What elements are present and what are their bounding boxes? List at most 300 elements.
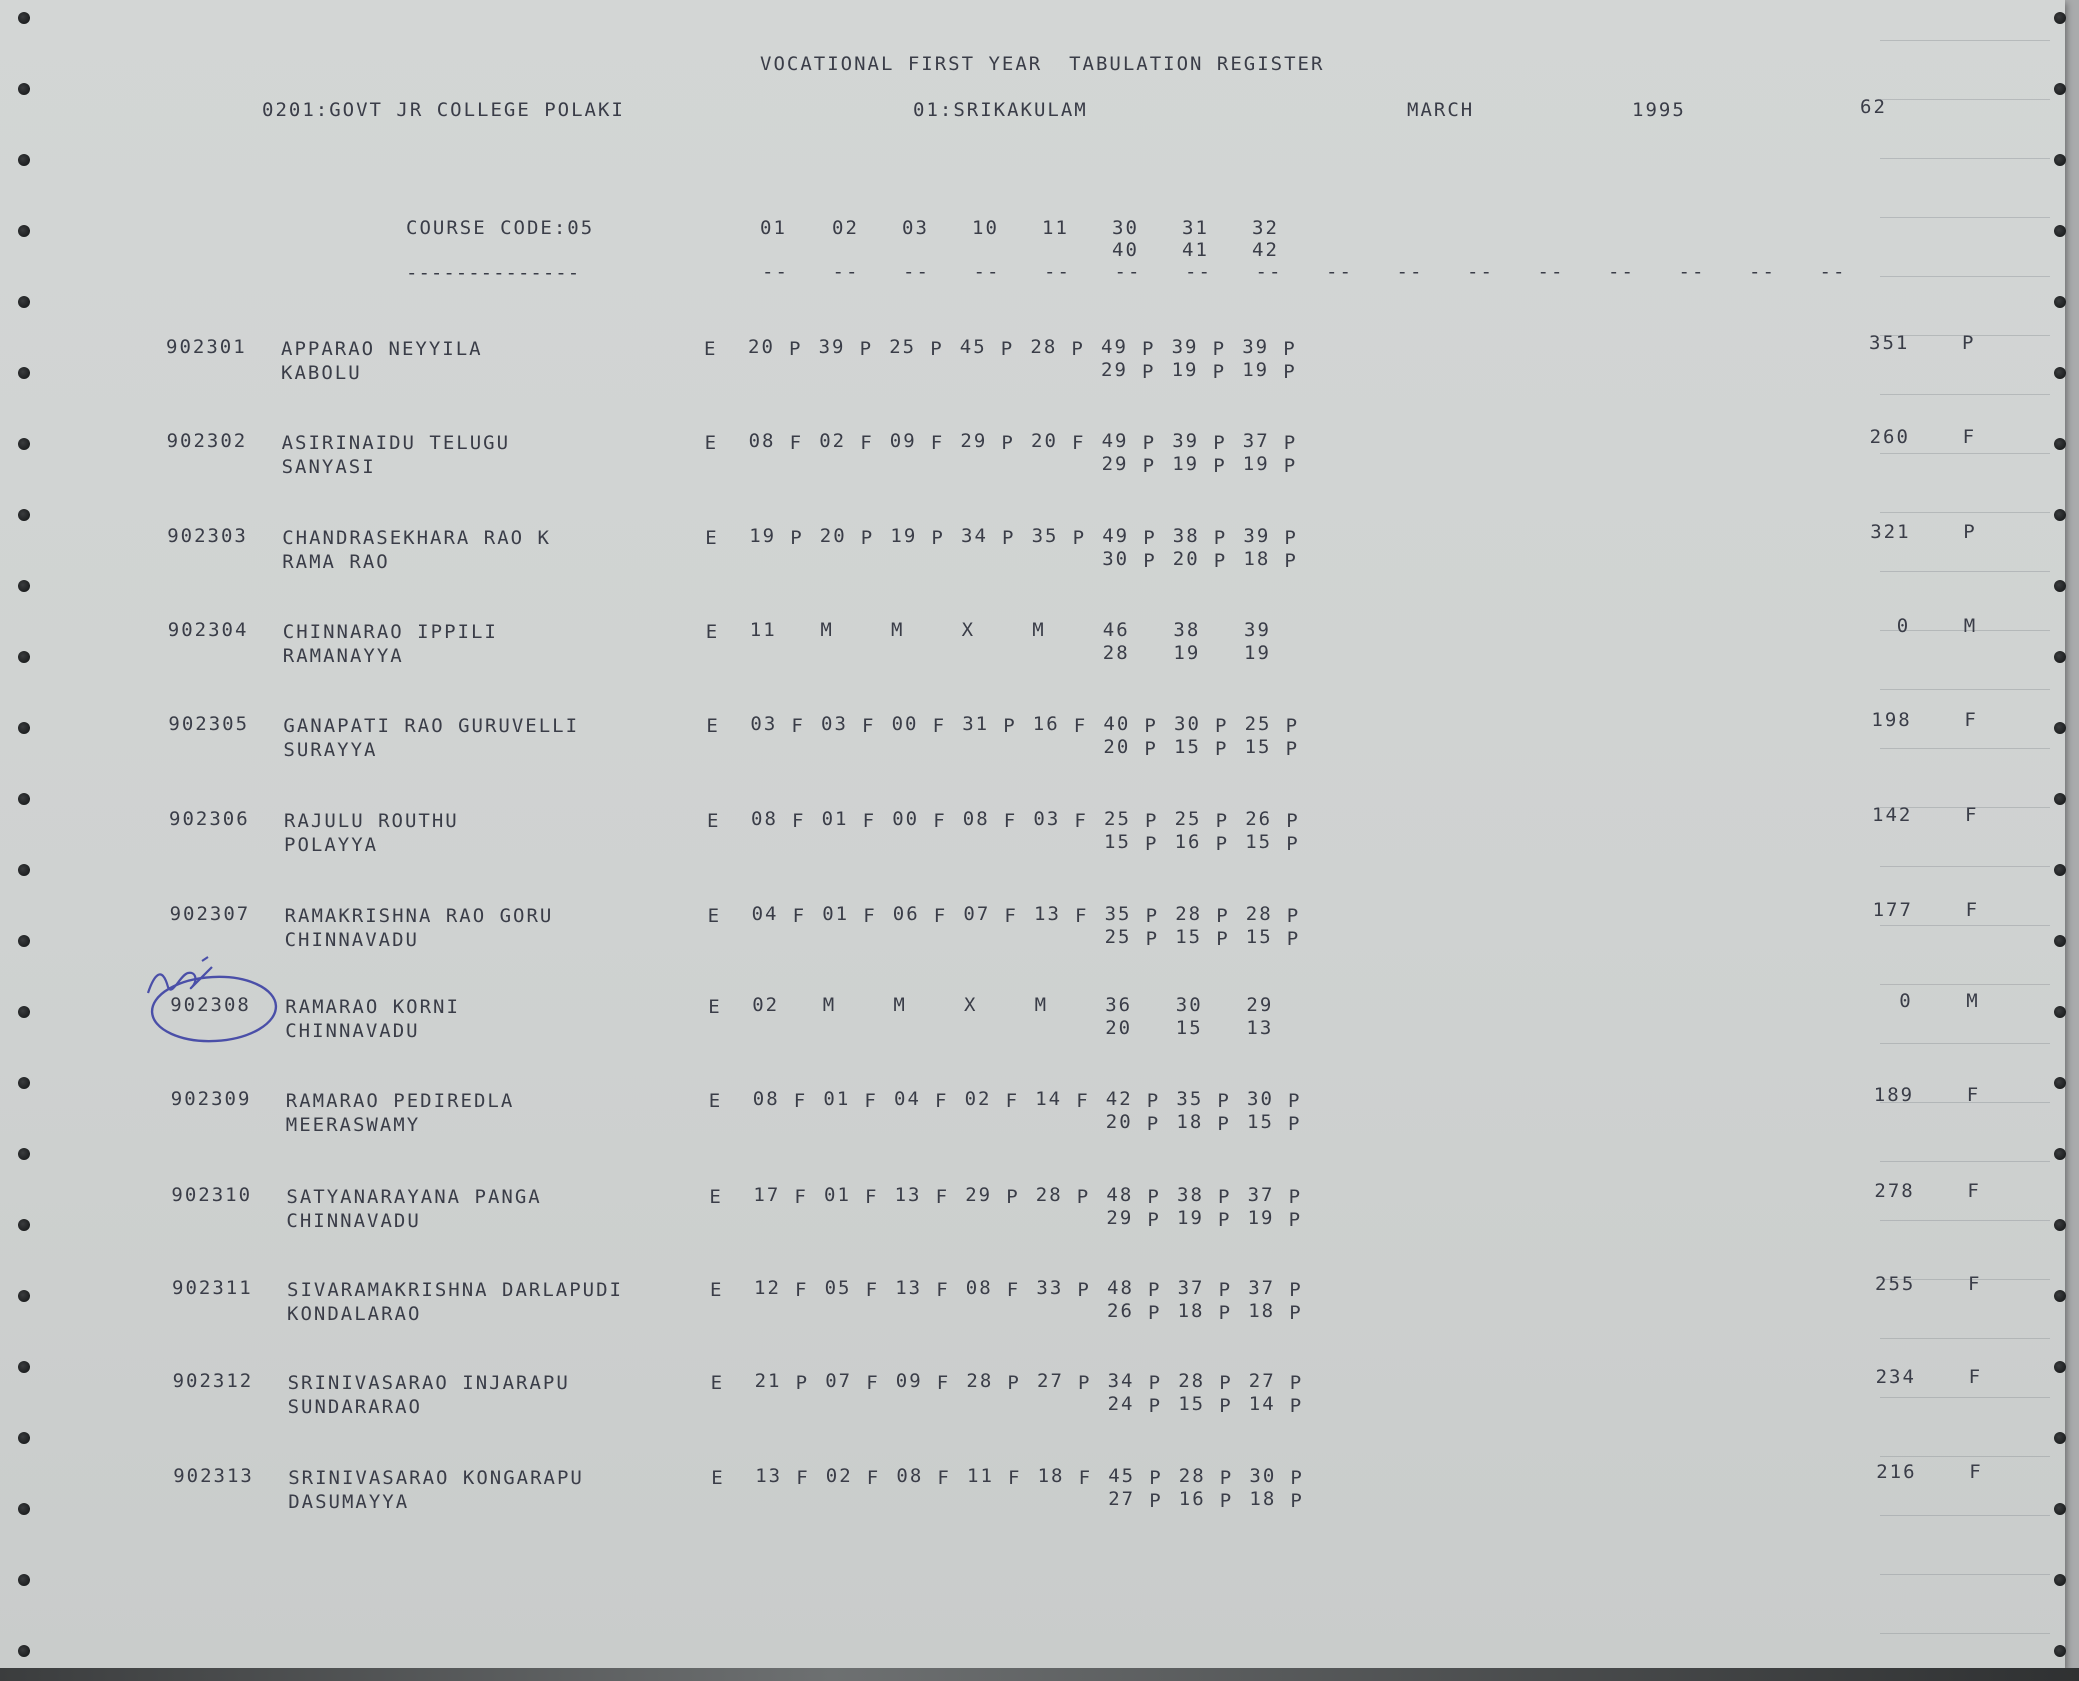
subject-mark: 28 <box>1035 1184 1063 1206</box>
subject-mark-part2: 15 <box>1245 831 1273 853</box>
subject-result: F <box>1005 1090 1020 1112</box>
grand-total: 142 <box>1872 804 1913 826</box>
subject-result-part2: P <box>1283 361 1297 383</box>
medium-code: E <box>704 432 719 454</box>
subject-mark: 48 <box>1106 1184 1134 1206</box>
candidate-name: ASIRINAIDU TELUGU <box>281 432 511 454</box>
subject-mark: 40 <box>1103 713 1131 735</box>
grand-total: 0 <box>1896 615 1911 637</box>
subject-result: P <box>1288 1090 1302 1112</box>
subject-mark: 30 <box>1175 994 1203 1016</box>
subject-result: P <box>1218 1186 1232 1208</box>
subject-mark-part2: 15 <box>1245 926 1273 948</box>
subject-mark-part2: 20 <box>1103 736 1131 758</box>
subject-result: P <box>1212 338 1227 360</box>
margin-rule-line <box>1880 1161 2050 1162</box>
subject-result-part2: P <box>1218 1209 1232 1231</box>
subject-mark: 38 <box>1177 1184 1204 1206</box>
tractor-hole <box>18 1574 30 1586</box>
subject-result: F <box>796 1467 810 1489</box>
subject-result-part2: P <box>1290 1490 1304 1512</box>
record-id: 902302 <box>166 430 248 452</box>
father-name: SURAYYA <box>283 739 378 761</box>
subject-mark: 25 <box>1244 713 1272 735</box>
subject-result: F <box>866 1467 881 1489</box>
record-id: 902308 <box>170 994 251 1016</box>
subject-result: F <box>937 1467 951 1489</box>
subject-mark: 29 <box>960 430 988 452</box>
candidate-name: SRINIVASARAO INJARAPU <box>287 1372 570 1394</box>
subject-mark-part2: 19 <box>1171 359 1199 381</box>
subject-mark-part2: 19 <box>1173 642 1201 664</box>
record-id: 902304 <box>167 619 249 641</box>
subject-mark: 37 <box>1248 1277 1276 1299</box>
subject-mark: 39 <box>1172 430 1200 452</box>
tractor-hole <box>18 83 30 95</box>
subject-mark: M <box>1034 994 1049 1016</box>
subject-result: F <box>1076 1090 1090 1112</box>
subject-result: F <box>1075 905 1089 927</box>
tractor-hole <box>2054 1432 2066 1444</box>
subject-mark: 19 <box>749 525 777 547</box>
subject-result-part2: P <box>1286 833 1300 855</box>
candidate-name: RAJULU ROUTHU <box>284 810 459 832</box>
subject-mark: 25 <box>889 336 917 358</box>
subject-mark: 09 <box>889 430 917 452</box>
subject-mark-part2: 20 <box>1172 548 1200 570</box>
subject-mark-part2: 15 <box>1174 736 1201 758</box>
grand-total: 177 <box>1872 899 1913 921</box>
subject-result-part2: P <box>1213 550 1228 572</box>
subject-mark: 39 <box>818 336 846 358</box>
subject-result: F <box>865 1186 879 1208</box>
father-name: CHINNAVADU <box>284 929 419 951</box>
subject-result-part2: P <box>1215 833 1230 855</box>
subject-mark: 25 <box>1104 808 1131 830</box>
subject-result: P <box>1149 1467 1163 1489</box>
subject-result: F <box>865 1279 880 1301</box>
subject-result: F <box>866 1372 880 1394</box>
subject-result: P <box>1143 527 1157 549</box>
subject-mark: 11 <box>967 1465 994 1487</box>
subject-mark-part2: 20 <box>1105 1017 1133 1039</box>
subject-code: 02 <box>832 217 859 239</box>
subject-result: P <box>1000 338 1015 360</box>
subject-result: F <box>795 1279 809 1301</box>
subject-mark: 13 <box>1034 903 1061 925</box>
subject-mark-part2: 15 <box>1175 926 1203 948</box>
father-name: RAMA RAO <box>282 551 390 573</box>
subject-mark: 20 <box>1031 430 1058 452</box>
column-dash: -- <box>1185 261 1212 283</box>
candidate-name: RAMAKRISHNA RAO GORU <box>284 905 554 927</box>
subject-result: P <box>1219 1467 1234 1489</box>
subject-result: F <box>936 1372 951 1394</box>
margin-rule-line <box>1880 984 2050 985</box>
grand-total: 278 <box>1874 1180 1915 1202</box>
tractor-hole <box>2054 12 2066 24</box>
final-result: P <box>1962 332 1976 354</box>
grand-total: 216 <box>1876 1461 1917 1483</box>
subject-mark-part2: 24 <box>1107 1393 1135 1415</box>
subject-result: F <box>1004 905 1018 927</box>
subject-result: P <box>790 527 804 549</box>
subject-result: F <box>1074 810 1088 832</box>
subject-result: F <box>792 905 807 927</box>
subject-mark-part2: 28 <box>1102 642 1130 664</box>
subject-mark-part2: 15 <box>1175 1017 1203 1039</box>
subject-result: F <box>794 1186 808 1208</box>
subject-mark-part2: 27 <box>1108 1488 1136 1510</box>
subject-result: P <box>1289 1279 1303 1301</box>
subject-mark: 01 <box>824 1184 851 1206</box>
subject-result-part2: P <box>1215 738 1229 760</box>
subject-mark-part2: 18 <box>1177 1300 1205 1322</box>
subject-result: F <box>935 1186 950 1208</box>
tractor-hole <box>18 1148 30 1160</box>
medium-code: E <box>705 621 720 643</box>
record-id: 902306 <box>169 808 250 830</box>
college-name: 0201:GOVT JR COLLEGE POLAKI <box>262 99 625 121</box>
subject-mark: 02 <box>825 1465 853 1487</box>
subject-mark-part2: 18 <box>1248 1300 1276 1322</box>
subject-mark: 48 <box>1107 1277 1134 1299</box>
subject-result-part2: P <box>1145 833 1159 855</box>
subject-mark: 03 <box>1033 808 1061 830</box>
tractor-hole <box>2054 1361 2066 1373</box>
column-dash: -- <box>1114 261 1142 283</box>
subject-result-part2: P <box>1142 455 1157 477</box>
record-id: 902313 <box>173 1465 254 1487</box>
subject-mark-part2: 26 <box>1107 1300 1134 1322</box>
subject-result: P <box>1215 810 1230 832</box>
subject-mark: 28 <box>1030 336 1058 358</box>
subject-result-part2: P <box>1288 1113 1302 1135</box>
subject-mark: 34 <box>1107 1370 1135 1392</box>
exam-year: 1995 <box>1632 99 1686 121</box>
subject-mark: 08 <box>965 1277 993 1299</box>
subject-result: P <box>1286 810 1300 832</box>
subject-mark: 08 <box>962 808 990 830</box>
subject-result: P <box>1147 1186 1161 1208</box>
subject-mark: 26 <box>1245 808 1273 830</box>
subject-mark: 25 <box>1174 808 1202 830</box>
grand-total: 351 <box>1869 332 1910 354</box>
subject-result-part2: P <box>1286 928 1301 950</box>
column-dash: -- <box>1608 261 1635 283</box>
subject-mark: 07 <box>825 1370 853 1392</box>
subject-mark: 27 <box>1248 1370 1276 1392</box>
subject-result-part2: P <box>1216 928 1230 950</box>
medium-code: E <box>708 1090 723 1112</box>
subject-mark: 29 <box>1246 994 1274 1016</box>
subject-code: 32 <box>1252 217 1279 239</box>
subject-result: P <box>1286 905 1301 927</box>
subject-mark: 35 <box>1176 1088 1204 1110</box>
margin-rule-line <box>1880 1515 2050 1516</box>
subject-mark-part2: 19 <box>1242 359 1270 381</box>
tractor-hole <box>18 722 30 734</box>
subject-result: P <box>1285 715 1300 737</box>
subject-result-part2: P <box>1146 1113 1161 1135</box>
subject-result: F <box>793 1090 808 1112</box>
tractor-hole <box>2054 935 2066 947</box>
subject-mark: 09 <box>895 1370 923 1392</box>
subject-mark-part2: 18 <box>1243 548 1271 570</box>
tractor-hole <box>2054 154 2066 166</box>
medium-code: E <box>704 338 718 360</box>
margin-rule-line <box>1880 453 2050 454</box>
subject-result-part2: P <box>1219 1395 1233 1417</box>
subject-mark: 30 <box>1247 1088 1274 1110</box>
subject-result-part2: P <box>1283 455 1298 477</box>
subject-result: P <box>1076 1186 1091 1208</box>
record-id: 902312 <box>172 1370 254 1392</box>
subject-mark: 28 <box>966 1370 994 1392</box>
tractor-hole <box>2054 1077 2066 1089</box>
tractor-hole <box>18 580 30 592</box>
subject-mark: 02 <box>752 994 780 1016</box>
column-dash: -- <box>762 261 789 283</box>
column-dash: -- <box>1467 261 1494 283</box>
subject-result-part2: P <box>1144 738 1158 760</box>
page-number: 62 <box>1860 96 1887 118</box>
final-result: F <box>1965 804 1979 826</box>
subject-mark: 29 <box>965 1184 993 1206</box>
subject-mark: M <box>822 994 837 1016</box>
subject-result: P <box>1217 1090 1231 1112</box>
margin-rule-line <box>1880 512 2050 513</box>
column-dash: -- <box>1044 261 1071 283</box>
subject-mark: 37 <box>1242 430 1270 452</box>
record-id: 902301 <box>166 336 247 358</box>
subject-result-part2: P <box>1148 1395 1163 1417</box>
margin-rule-line <box>1880 1633 2050 1634</box>
tractor-hole <box>2054 722 2066 734</box>
subject-result-part2: P <box>1288 1209 1303 1231</box>
tractor-hole <box>18 1006 30 1018</box>
subject-mark-part2: 19 <box>1172 453 1200 475</box>
subject-result-part2: P <box>1142 361 1156 383</box>
subject-result: P <box>1072 527 1087 549</box>
tractor-hole <box>18 651 30 663</box>
subject-mark-part2: 15 <box>1104 831 1131 853</box>
father-name: KABOLU <box>281 362 362 384</box>
subject-mark: 00 <box>892 808 920 830</box>
subject-mark: 08 <box>752 1088 780 1110</box>
tractor-hole <box>18 1503 30 1515</box>
tractor-hole <box>18 1219 30 1231</box>
final-result: M <box>1966 990 1980 1012</box>
subject-mark-part2: 29 <box>1101 453 1129 475</box>
margin-rule-line <box>1880 1220 2050 1221</box>
column-dash: -- <box>1537 261 1565 283</box>
subject-result: F <box>1073 715 1088 737</box>
margin-rule-line <box>1880 276 2050 277</box>
tractor-hole <box>2054 509 2066 521</box>
subject-result: P <box>1006 1186 1020 1208</box>
subject-mark: 27 <box>1037 1370 1064 1392</box>
tractor-hole <box>2054 1645 2066 1657</box>
subject-mark-part2: 15 <box>1244 736 1272 758</box>
subject-code: 11 <box>1042 217 1069 239</box>
subject-result: P <box>1003 715 1017 737</box>
tractor-hole <box>18 935 30 947</box>
subject-mark: 49 <box>1101 430 1129 452</box>
subject-result: P <box>930 338 944 360</box>
final-result: F <box>1967 1180 1981 1202</box>
subject-mark: M <box>891 619 905 641</box>
subject-mark: 21 <box>754 1370 782 1392</box>
subject-result: P <box>1288 1186 1303 1208</box>
father-name: CHINNAVADU <box>286 1210 421 1232</box>
subject-result: P <box>1145 810 1159 832</box>
subject-mark: 04 <box>751 903 779 925</box>
final-result: F <box>1968 1366 1983 1388</box>
subject-mark: 20 <box>819 525 847 547</box>
grand-total: 255 <box>1875 1273 1916 1295</box>
subject-result: F <box>863 905 877 927</box>
subject-code: 10 <box>972 217 999 239</box>
column-dash: -- <box>903 261 930 283</box>
subject-mark: 49 <box>1101 336 1128 358</box>
column-dash: -- <box>973 261 1001 283</box>
subject-mark: 02 <box>819 430 847 452</box>
subject-result: P <box>1284 527 1298 549</box>
subject-result: F <box>791 715 805 737</box>
final-result: F <box>1969 1461 1983 1483</box>
tractor-hole <box>18 367 30 379</box>
tractor-hole <box>18 1645 30 1657</box>
candidate-name: SATYANARAYANA PANGA <box>286 1186 542 1208</box>
subject-mark: 08 <box>748 430 776 452</box>
subject-mark-part2: 18 <box>1176 1111 1204 1133</box>
subject-mark: 01 <box>821 808 849 830</box>
subject-mark: 39 <box>1171 336 1199 358</box>
tractor-hole <box>18 1361 30 1373</box>
subject-result: F <box>864 1090 878 1112</box>
subject-result: F <box>933 810 947 832</box>
subject-result: F <box>789 432 804 454</box>
subject-mark-part2: 19 <box>1177 1207 1204 1229</box>
margin-rule-line <box>1880 1574 2050 1575</box>
father-name: CHINNAVADU <box>285 1020 420 1042</box>
margin-rule-line <box>1880 158 2050 159</box>
subject-mark-part2: 20 <box>1105 1111 1133 1133</box>
tractor-hole <box>2054 864 2066 876</box>
record-id: 902311 <box>172 1277 253 1299</box>
subject-code-part2: 42 <box>1252 239 1279 261</box>
tractor-hole <box>2054 793 2066 805</box>
subject-mark: 18 <box>1037 1465 1065 1487</box>
subject-result: P <box>860 527 875 549</box>
subject-mark: 42 <box>1105 1088 1133 1110</box>
subject-mark: 20 <box>748 336 775 358</box>
subject-mark: 28 <box>1178 1370 1206 1392</box>
father-name: SANYASI <box>281 456 376 478</box>
subject-mark: 13 <box>755 1465 783 1487</box>
margin-rule-line <box>1880 1397 2050 1398</box>
tractor-hole <box>2054 1574 2066 1586</box>
subject-mark: 00 <box>891 713 919 735</box>
exam-month: MARCH <box>1407 99 1475 121</box>
subject-result: P <box>1283 338 1297 360</box>
medium-code: E <box>706 715 720 737</box>
subject-result-part2: P <box>1145 928 1160 950</box>
subject-result: P <box>1283 432 1298 454</box>
candidate-name: RAMARAO PEDIREDLA <box>285 1090 515 1112</box>
subject-result-part2: P <box>1217 1113 1231 1135</box>
subject-mark: 08 <box>896 1465 924 1487</box>
subject-result: F <box>935 1090 949 1112</box>
subject-result: P <box>1216 905 1230 927</box>
grand-total: 198 <box>1871 709 1912 731</box>
subject-code-part2: 41 <box>1182 239 1209 261</box>
subject-mark: 07 <box>963 903 991 925</box>
final-result: F <box>1966 1084 1981 1106</box>
record-id: 902309 <box>170 1088 252 1110</box>
scanner-edge <box>0 1668 2079 1681</box>
subject-result: P <box>1290 1467 1304 1489</box>
record-id: 902305 <box>168 713 250 735</box>
subject-result: F <box>862 810 877 832</box>
subject-result: F <box>1003 810 1018 832</box>
subject-result: P <box>789 338 803 360</box>
page-title: VOCATIONAL FIRST YEAR TABULATION REGISTER <box>760 53 1325 75</box>
subject-mark: 05 <box>824 1277 852 1299</box>
tractor-hole <box>2054 296 2066 308</box>
subject-mark: 38 <box>1172 525 1200 547</box>
subject-mark-part2: 25 <box>1104 926 1132 948</box>
column-dash: -- <box>1819 261 1847 283</box>
subject-mark: 39 <box>1243 525 1271 547</box>
tractor-hole <box>2054 367 2066 379</box>
grand-total: 234 <box>1875 1366 1916 1388</box>
tractor-hole <box>2054 1503 2066 1515</box>
left-tractor-holes <box>12 0 42 1668</box>
tractor-hole <box>18 296 30 308</box>
subject-mark: 28 <box>1245 903 1273 925</box>
subject-mark-part2: 16 <box>1174 831 1202 853</box>
father-name: DASUMAYYA <box>288 1491 410 1513</box>
subject-mark: 45 <box>959 336 987 358</box>
grand-total: 0 <box>1899 990 1913 1012</box>
course-code-label: COURSE CODE:05 <box>406 217 595 239</box>
subject-result: P <box>1213 527 1228 549</box>
subject-mark: 37 <box>1177 1277 1205 1299</box>
subject-result: F <box>1008 1467 1022 1489</box>
subject-mark: M <box>1032 619 1046 641</box>
medium-code: E <box>705 527 719 549</box>
subject-result-part2: P <box>1149 1490 1163 1512</box>
course-code-underline: -------------- <box>406 262 581 284</box>
subject-result: P <box>1145 905 1160 927</box>
subject-mark-part2: 30 <box>1102 548 1130 570</box>
father-name: POLAYYA <box>284 834 379 856</box>
subject-result: P <box>1289 1372 1304 1394</box>
subject-result-part2: P <box>1218 1302 1233 1324</box>
father-name: SUNDARARAO <box>287 1396 422 1418</box>
final-result: F <box>1964 709 1978 731</box>
subject-mark: 17 <box>753 1184 781 1206</box>
subject-mark: 11 <box>749 619 777 641</box>
subject-mark-part2: 29 <box>1106 1207 1134 1229</box>
final-result: F <box>1968 1273 1982 1295</box>
subject-result: F <box>1078 1467 1093 1489</box>
subject-mark: 39 <box>1242 336 1270 358</box>
margin-rule-line <box>1880 1338 2050 1339</box>
grand-total: 321 <box>1870 521 1911 543</box>
